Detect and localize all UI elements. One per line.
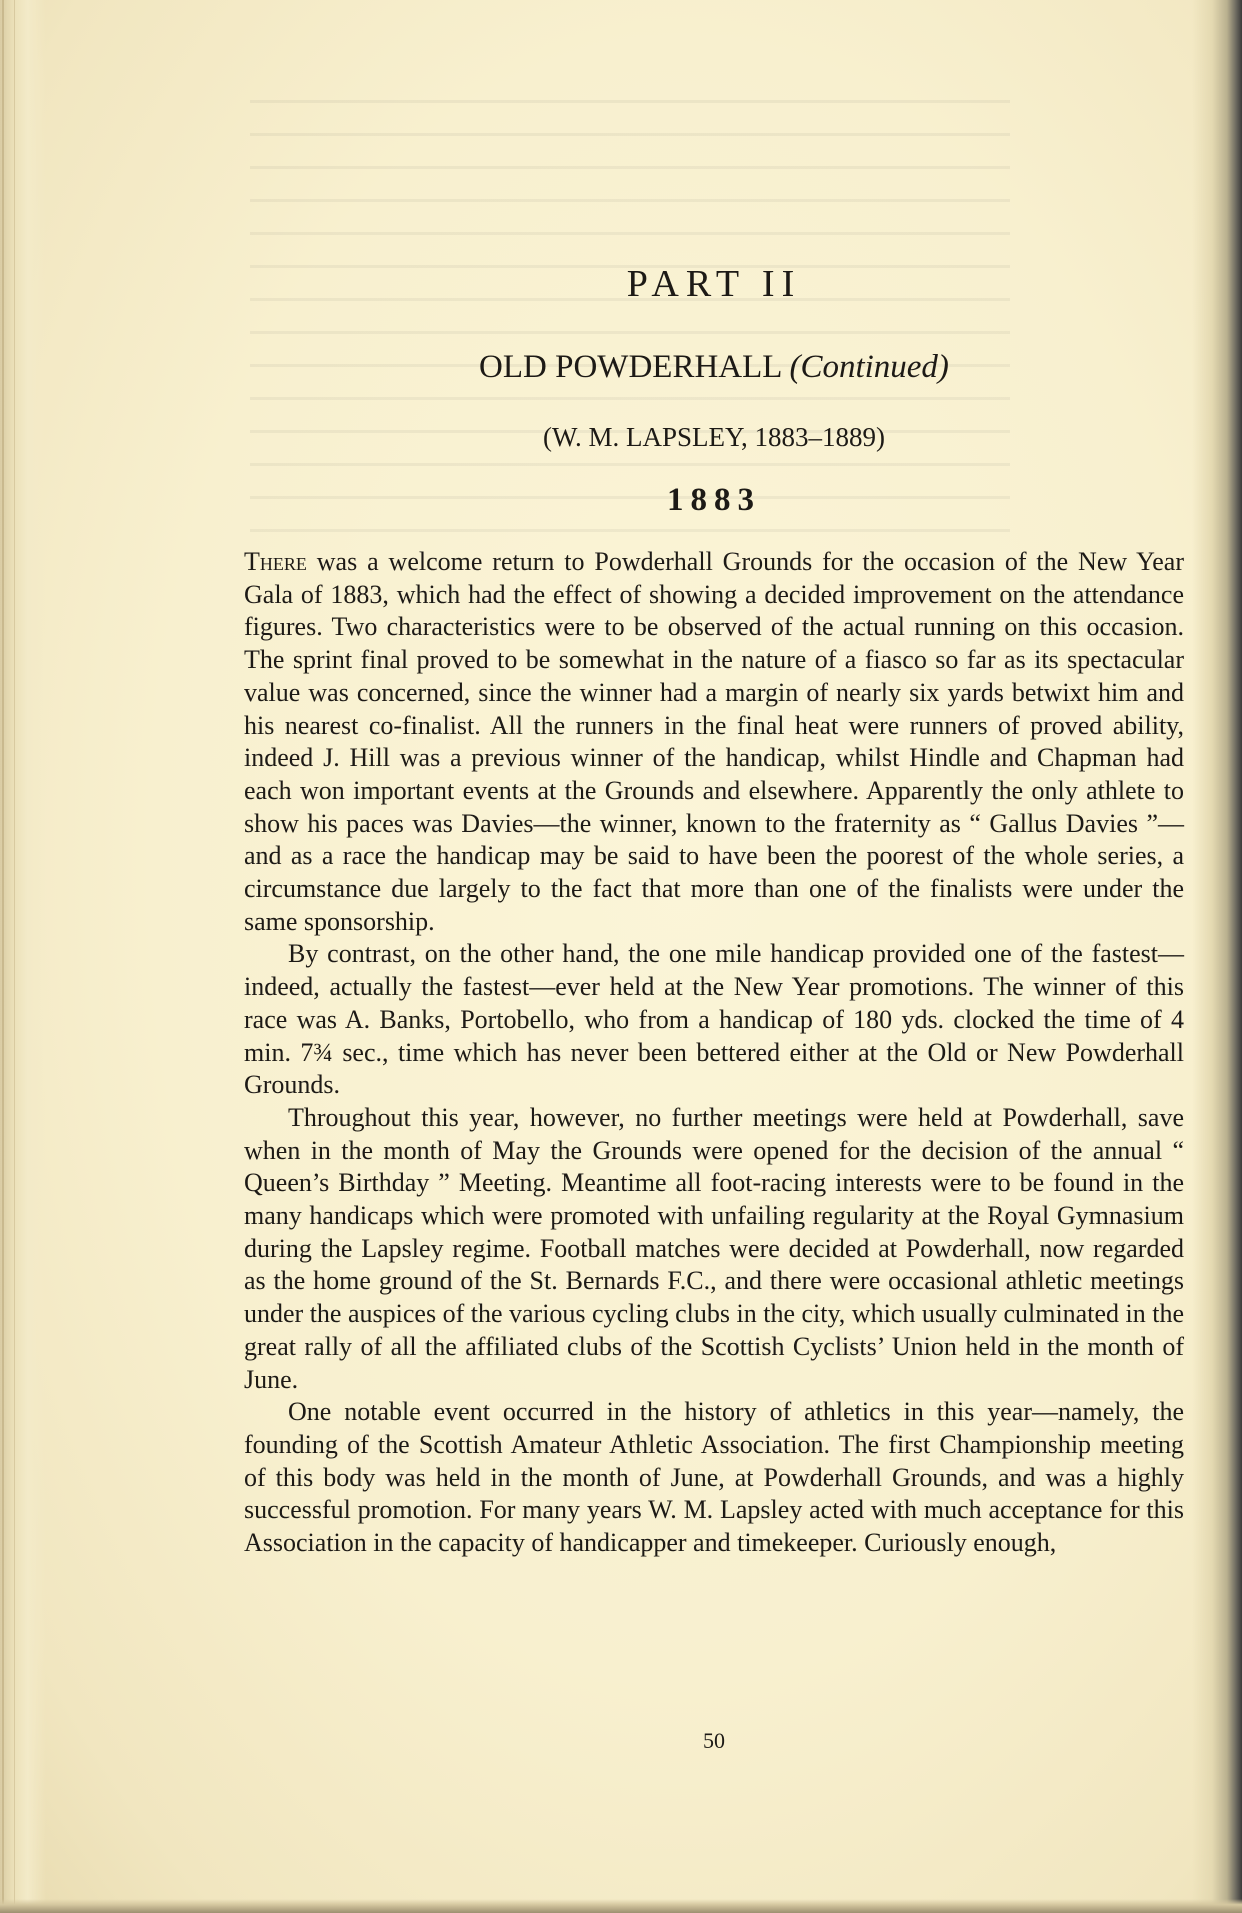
chapter-title: OLD POWDERHALL bbox=[479, 349, 782, 385]
part-heading: PART II bbox=[626, 263, 802, 305]
chapter-heading bbox=[238, 347, 1190, 387]
paragraph-lead-word: There bbox=[244, 547, 307, 576]
page-number: 50 bbox=[703, 1728, 725, 1753]
paragraph-1-text: was a welcome return to Powderhall Grounds for the occasion of the New Year Gala of 1883, which had the effect of showing a decided improvement on the attendance figures. Two characteristics were to be observed of the actual running on this occasion. The sprint final proved to be somewhat in the nature of a fiasco so far as its spectacular value was concerned, since the winner had a margin of nearly six yards betwixt him and his nearest co-finalist. All the runners in the final heat were runners of proved ability, indeed J. Hill was a previous winner of the handicap, whilst Hindle and Chapman had each won important events at the Grounds and elsewhere. Apparently the only athlete to show his paces was Davies—the winner, known to the fraternity as “ Gallus Davies ”—and as a race the handicap may be said to have been the poorest of the whole series, a circumstance due largely to the fact that more than one of the finalists were under the same sponsorship. bbox=[244, 547, 1184, 936]
paragraph-4: One notable event occurred in the history of athletics in this year—namely, the founding of the Scottish Amateur Athletic Association. The first Championship meeting of this body was held in the month of June, at Powderhall Grounds, and was a highly successful promotion. For many years W. M. Lapsley acted with much acceptance for this Association in the capacity of handicapper and timekeeper. Curiously enough, bbox=[244, 1397, 1184, 1558]
page-right-edge bbox=[1192, 0, 1242, 1913]
year-heading: 1883 bbox=[667, 482, 761, 518]
page-bottom-edge bbox=[0, 1899, 1242, 1913]
chapter-subheading: (W. M. LAPSLEY, 1883–1889) bbox=[542, 422, 886, 452]
chapter-continued: (Continued) bbox=[789, 349, 949, 385]
paragraph-2: By contrast, on the other hand, the one mile handicap provided one of the fastest—indeed, actually the fastest—ever held at the New Year promotions. The winner of this race was A. Banks, Portobello, who from a handicap of 180 yds. clocked the time of 4 min. 7¾ sec., time which has never been bettered either at the Old or New Powderhall Grounds. bbox=[244, 939, 1184, 1100]
paragraph-3: Throughout this year, however, no further meetings were held at Powderhall, save when in the month of May the Grounds were opened for the decision of the annual “ Queen’s Birthday ” Meeting. Meantime all foot-racing interests were to be found in the many handicaps which were promoted with unfailing regularity at the Royal Gymnasium during the Lapsley regime. Football matches were decided at Powderhall, now regarded as the home ground of the St. Bernards F.C., and there were occasional athletic meetings under the auspices of the various cycling clubs in the city, which usually culminated in the great rally of all the affiliated clubs of the Scottish Cyclists’ Union held in the month of June. bbox=[244, 1102, 1184, 1394]
page-left-edge bbox=[0, 0, 46, 1913]
paragraph-1 bbox=[244, 546, 1184, 938]
show-through-text bbox=[250, 100, 1010, 540]
body-text bbox=[244, 546, 1184, 1560]
